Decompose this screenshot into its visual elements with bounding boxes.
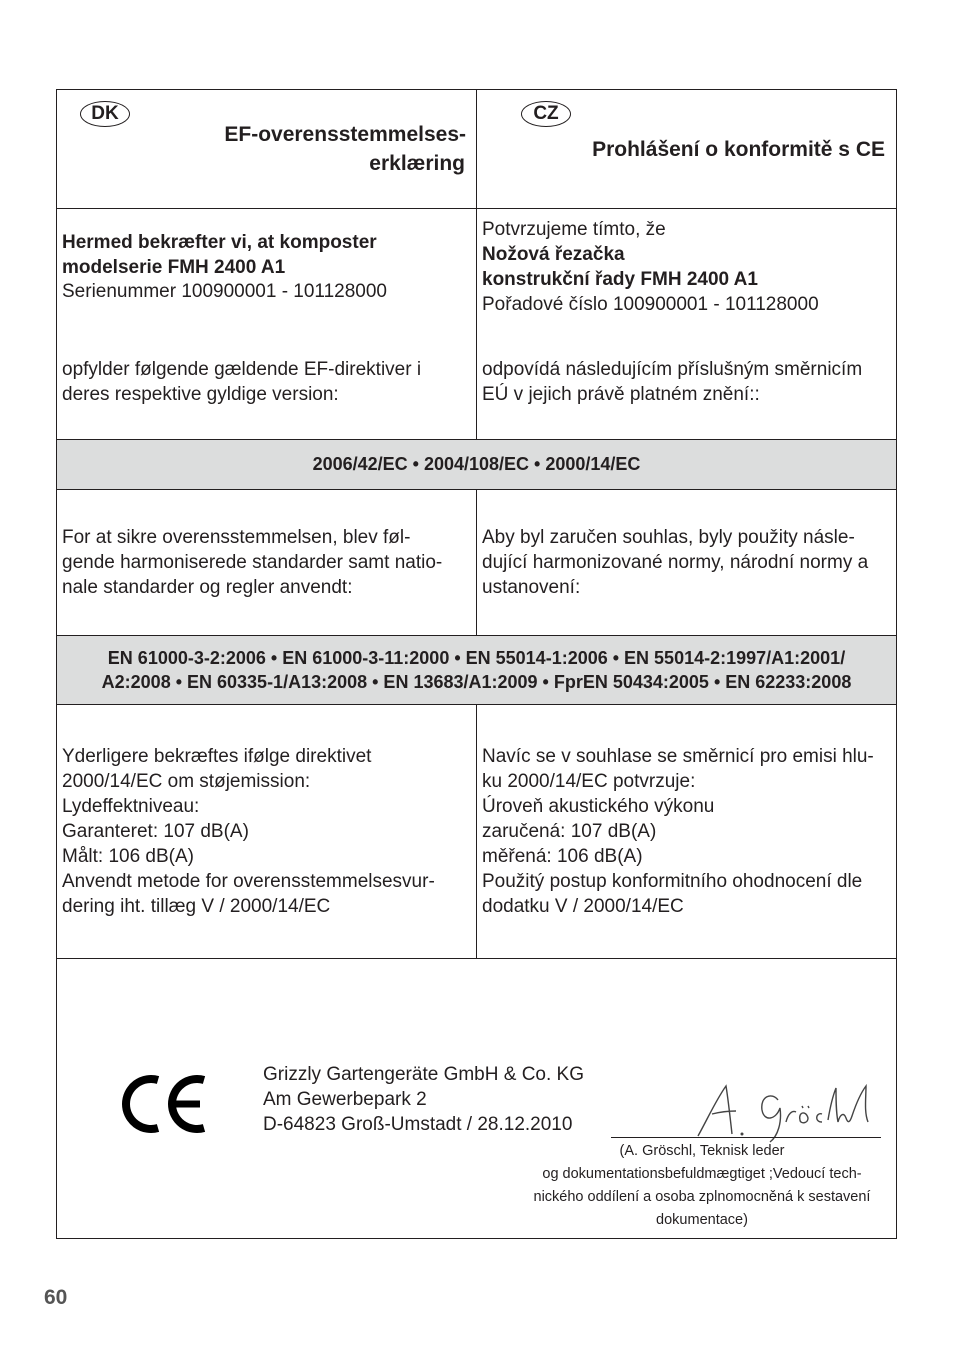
dk-intro-bold: Hermed bekræfter vi, at komposter modelserie FMH 2400 A1: [62, 232, 377, 278]
column-divider: [476, 489, 477, 635]
cz-standards-text: Aby byl zaručen souhlas, byly použity násle- dující harmonizované normy, národní normy a ustanovení:: [482, 527, 869, 598]
dk-serial: Serienummer 100900001 - 101128000: [62, 281, 387, 302]
cz-serial: Pořadové číslo 100900001 - 101128000: [482, 294, 819, 315]
dk-title-line2: erklæring: [369, 152, 465, 175]
ce-mark-icon: [122, 1072, 208, 1136]
dk-language-badge: DK: [80, 101, 130, 127]
dk-title-line1: EF-overensstemmelses-: [224, 123, 466, 146]
dk-directive-text: opfylder følgende gældende EF-direktiver i deres respektive gyldige version:: [62, 359, 422, 405]
cz-intro-bold: Nožová řezačka konstrukční řady FMH 2400 A1: [482, 244, 758, 290]
row-divider: [56, 439, 897, 440]
dk-noise-text: Yderligere bekræftes ifølge direktivet 2000/14/EC om støjemission: Lydeffektniveau: Garanteret: 107 dB(A) Målt: 106 dB(A) Anvendt metode for overensstemmelsesvur- dering iht. tillæg V / 2000/14/EC: [62, 746, 435, 917]
row-divider: [56, 958, 897, 959]
directives-list: 2006/42/EC • 2004/108/EC • 2000/14/EC: [312, 454, 641, 474]
row-divider: [56, 635, 897, 636]
cz-noise-text: Navíc se v souhlase se směrnicí pro emisi hlu- ku 2000/14/EC potvrzuje: Úroveň akustického výkonu zaručená: 107 dB(A) měřená: 106 dB(A) Použitý postup konformitního ohodnocení dle dodatku V / 2000/14/EC: [482, 746, 874, 917]
cz-language-badge: CZ: [521, 101, 571, 127]
column-divider: [476, 704, 477, 958]
signer-caption: (A. Gröschl, Teknisk leder og dokumentationsbefuldmægtiget ;Vedoucí tech- nického oddílení a osoba zplnomocněná k sestavení dokumentace): [533, 1143, 871, 1228]
signature-line: [611, 1137, 881, 1138]
cz-intro-line: Potvrzujeme tímto, že: [482, 219, 666, 240]
standards-list-line1: EN 61000-3-2:2006 • EN 61000-3-11:2000 • EN 55014-1:2006 • EN 55014-2:1997/A1:2001/: [107, 648, 846, 668]
company-address: Grizzly Gartengeräte GmbH & Co. KG Am Gewerbepark 2 D-64823 Groß-Umstadt / 28.12.2010: [263, 1064, 584, 1135]
standards-list-line2: A2:2008 • EN 60335-1/A13:2008 • EN 13683/A1:2009 • FprEN 50434:2005 • EN 62233:2008: [101, 672, 852, 692]
cz-title: Prohlášení o konformitě s CE: [592, 138, 885, 161]
page-number: 60: [44, 1286, 68, 1309]
dk-standards-text: For at sikre overensstemmelsen, blev føl- gende harmoniserede standarder samt natio- nale standarder og regler anvendt:: [62, 527, 443, 598]
column-divider: [476, 90, 477, 439]
cz-directive-text: odpovídá následujícím příslušným směrnicím EÚ v jejich právě platném znění::: [482, 359, 863, 405]
